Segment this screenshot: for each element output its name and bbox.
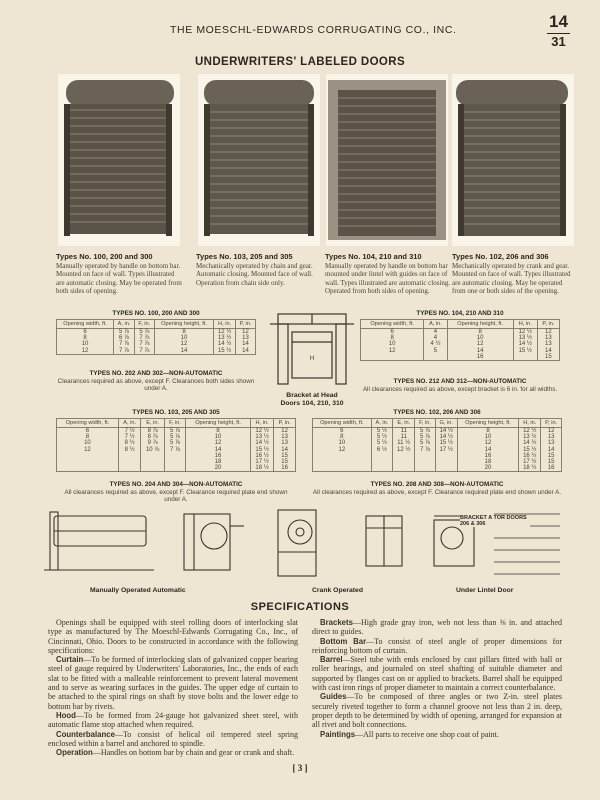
- table-cell: 13: [235, 335, 255, 341]
- spec-item: Curtain—To be formed of interlocking slats of galvanized copper bearing steel of gauge required by Underwriters' Laboratories, Inc., the ends of each slat to be fitted with a malleable reinforcement to prevent lateral movement and to serve as wearing surfaces in the guides. The upper edge of curtain to be attached to the spiral rings on shaft by stove bolts and the lower edge to bottom bar by rivets.: [48, 655, 298, 711]
- table-cell: 6 ⅞: [114, 335, 135, 341]
- table-cell: 14 ½: [513, 341, 537, 347]
- column-header: Opening width, ft.: [361, 320, 424, 329]
- column-header: P, in.: [537, 320, 559, 329]
- table-cell: 12: [57, 447, 119, 453]
- table-note-2: [360, 378, 560, 393]
- caption-text: Manually operated by handle on bottom bar mounted under lintel with guides on face of wall. Types illustrated are automatic closing. Operated from both sides of opening.: [325, 262, 451, 295]
- photo-caption-1: [56, 253, 184, 295]
- column-header: H, in.: [214, 320, 236, 329]
- table-cell: 15: [541, 453, 562, 459]
- clearance-table-3: [56, 418, 296, 472]
- table-note-3: [56, 481, 296, 504]
- table-cell: [164, 465, 185, 472]
- table-cell: 14: [457, 447, 518, 453]
- table-cell: 8: [361, 335, 424, 341]
- table-cell: [361, 354, 424, 361]
- table-cell: 15 ½: [250, 447, 273, 453]
- spec-item: Paintings—All parts to receive one shop coat of paint.: [320, 729, 499, 739]
- table-cell: 8: [57, 335, 114, 341]
- table-cell: 7 ⅞: [114, 348, 135, 355]
- table-cell: 8: [313, 434, 372, 440]
- table-cell: 7 ⅞: [164, 447, 185, 453]
- table-cell: 11: [393, 428, 415, 435]
- table-cell: 12: [447, 341, 513, 347]
- table-cell: 15 ½: [435, 440, 457, 446]
- column-header: A, in.: [114, 320, 135, 329]
- table-cell: 8: [457, 428, 518, 435]
- table-cell: 13: [537, 341, 559, 347]
- table-cell: 7 ⅞: [134, 348, 154, 355]
- spec-text: Handles on bottom bar by chain and gear or crank and shaft.: [100, 748, 295, 758]
- table-cell: 12: [186, 440, 251, 446]
- table-row: [361, 354, 560, 361]
- note-title: TYPES NO. 208 AND 308—NON-AUTOMATIC: [370, 481, 504, 488]
- door-photo-4: [452, 74, 574, 246]
- table-cell: 14 ½: [519, 440, 541, 446]
- door-photo-2: [198, 74, 320, 246]
- table-note-1: [56, 370, 256, 393]
- table-heading: TYPES NO. 100, 200 AND 300: [112, 310, 200, 317]
- table-cell: 18: [186, 459, 251, 465]
- table-heading: TYPES NO. 104, 210 AND 310: [416, 310, 504, 317]
- table-cell: 12 ½: [214, 329, 236, 336]
- table-cell: 7 ⅞: [134, 341, 154, 347]
- clearance-table-4: [312, 418, 562, 472]
- spec-term: Guides: [320, 692, 347, 702]
- table-cell: 6 ½: [371, 447, 392, 453]
- column-header: A, in.: [424, 320, 447, 329]
- table-cell: 4: [424, 329, 447, 336]
- spec-term: Brackets: [320, 618, 353, 627]
- table-cell: 12: [154, 341, 214, 347]
- spec-item: Operation—Handles on bottom bar by chain and gear or crank and shaft.: [56, 748, 295, 758]
- table-cell: 10: [57, 341, 114, 347]
- table-cell: 11: [393, 434, 415, 440]
- spec-term: Counterbalance: [56, 729, 115, 739]
- table-cell: 10: [313, 440, 372, 446]
- spec-text: To be formed from 24-gauge hot galvanized sheet steel, with automatic flame stop attached when required.: [48, 710, 298, 730]
- diagram-caption-manual: Manually Operated Automatic: [90, 587, 186, 594]
- page-number: [547, 12, 570, 49]
- table-cell: 8: [57, 434, 119, 440]
- column-header: F, in.: [134, 320, 154, 329]
- table-cell: 7 ½: [118, 428, 141, 435]
- column-header: P, in.: [541, 419, 562, 428]
- table-cell: 12 ½: [519, 428, 541, 435]
- table-cell: 14: [537, 348, 559, 354]
- column-header: A, in.: [118, 419, 141, 428]
- table-cell: 14: [186, 447, 251, 453]
- spec-term: Operation: [56, 748, 93, 758]
- spec-item: Barrel—Steel tube with ends enclosed by cast pillars fitted with ball or roller bearings, and journaled on steel shafting of suitable diameter and supported by flanges cast on or applied to brackets. Barrel shall be equipped with cast iron rings of proper diameter to maintain a correct counterbalance.: [312, 655, 562, 693]
- table-cell: 5: [424, 348, 447, 354]
- note-title: TYPES NO. 202 AND 302—NON-AUTOMATIC: [89, 370, 223, 377]
- column-header: P, in.: [235, 320, 255, 329]
- table-cell: 14: [541, 447, 562, 453]
- table-cell: 13 ½: [513, 335, 537, 341]
- table-cell: 12: [313, 447, 372, 453]
- caption-title: Types No. 104, 210 and 310: [325, 252, 422, 261]
- table-cell: 13 ½: [214, 335, 236, 341]
- table-cell: 12: [361, 348, 424, 354]
- column-header: Opening height, ft.: [457, 419, 518, 428]
- table-cell: 10: [361, 341, 424, 347]
- table-cell: 6: [57, 428, 119, 435]
- table-cell: 13 ½: [519, 434, 541, 440]
- table-cell: 20: [457, 465, 518, 472]
- photo-caption-3: [325, 253, 453, 295]
- column-header: E, in.: [393, 419, 415, 428]
- table-cell: 12 ½: [250, 428, 273, 435]
- table-cell: 13: [541, 440, 562, 446]
- spec-item: Hood—To be formed from 24-gauge hot galvanized sheet steel, with automatic flame stop attached when required.: [48, 710, 298, 730]
- diagram-caption-crank: Crank Operated: [312, 587, 363, 594]
- table-cell: 8: [186, 428, 251, 435]
- table-cell: 13 ½: [250, 434, 273, 440]
- page-number-top: 14: [547, 12, 570, 34]
- svg-text:H: H: [309, 356, 315, 362]
- specs-column-left: [48, 618, 298, 757]
- table-cell: 5 ⅞: [164, 440, 185, 446]
- table-cell: 18: [457, 459, 518, 465]
- column-header: H, in.: [250, 419, 273, 428]
- table-cell: [57, 465, 119, 472]
- spec-term: Paintings: [320, 729, 356, 739]
- column-header: G, in.: [435, 419, 457, 428]
- table-cell: 5 ⅞: [415, 440, 435, 446]
- table-cell: 17 ½: [250, 459, 273, 465]
- spec-text: To consist of steel angle of proper dimensions for reinforcing bottom of curtain.: [312, 636, 563, 655]
- table-cell: 13: [274, 440, 296, 446]
- table-cell: 15 ½: [214, 348, 236, 355]
- table-cell: 16: [274, 465, 296, 472]
- table-cell: 9 ⅞: [141, 440, 164, 446]
- photo-caption-4: [452, 253, 576, 295]
- table-cell: 10: [57, 440, 119, 446]
- table-cell: 14: [274, 447, 296, 453]
- bracket-diagram: [268, 310, 356, 390]
- note-text: All clearances required as above, except F. Clearance required plate end shown under A.: [312, 488, 562, 496]
- table-cell: [118, 465, 141, 472]
- table-cell: 16 ½: [250, 453, 273, 459]
- spec-text: To be formed of interlocking slats of galvanized copper bearing steel of gauge required by Underwriters' Laboratories, Inc., the ends of each slat to be fitted with a malleable reinforcement to prevent lateral movement and to serve as wearing surfaces in the guides. The upper edge of curtain to be attached to the spiral rings on shaft by stove bolts and the lower edge to bottom bar by rivets.: [48, 655, 298, 711]
- table-cell: 18 ½: [519, 465, 541, 472]
- column-header: H, in.: [513, 320, 537, 329]
- table-cell: 5 ½: [371, 434, 392, 440]
- table-cell: 10: [457, 434, 518, 440]
- table-cell: 7 ⅞: [134, 335, 154, 341]
- table-cell: 8 ⅞: [141, 434, 164, 440]
- table-cell: 15: [274, 453, 296, 459]
- table-cell: 16 ½: [519, 453, 541, 459]
- table-cell: 10: [154, 335, 214, 341]
- table-cell: 16: [541, 465, 562, 472]
- column-header: H, in.: [519, 419, 541, 428]
- column-header: F, in.: [415, 419, 435, 428]
- table-cell: [393, 465, 415, 472]
- specs-column-right: [312, 618, 562, 739]
- note-title: TYPES NO. 212 AND 312—NON-AUTOMATIC: [393, 378, 527, 385]
- column-header: Opening height, ft.: [154, 320, 214, 329]
- table-cell: [424, 354, 447, 361]
- table-cell: 15: [541, 459, 562, 465]
- clearance-table-1: [56, 319, 256, 355]
- note-text: Clearances required as above, except F. Clearances both sides shown under A.: [57, 377, 255, 392]
- table-cell: [313, 465, 372, 472]
- table-cell: 12: [541, 428, 562, 435]
- table-cell: 16: [457, 453, 518, 459]
- table-cell: 13: [274, 434, 296, 440]
- table-cell: 12 ½: [513, 329, 537, 336]
- table-cell: 16: [447, 354, 513, 361]
- table-cell: 5 ½: [371, 428, 392, 435]
- table-cell: 4: [424, 335, 447, 341]
- spec-term: Bottom Bar: [320, 636, 367, 646]
- specs-intro: Openings shall be equipped with steel rolling doors of interlocking slat type as manufactured by The Moeschl-Edwards Corrugating Co., Inc., of Cincinnati, Ohio. Doors to be constructed in accordance with the following specifications:: [48, 618, 298, 655]
- table-cell: 12: [537, 329, 559, 336]
- company-header: THE MOESCHL-EDWARDS CORRUGATING CO., INC.: [170, 24, 457, 36]
- door-photo-1: [58, 74, 180, 246]
- table-cell: 12: [274, 428, 296, 435]
- table-cell: 15 ½: [519, 447, 541, 453]
- table-cell: 10 ⅞: [141, 447, 164, 453]
- page-number-bottom: 31: [551, 34, 566, 49]
- table-cell: 15: [274, 459, 296, 465]
- table-cell: [435, 465, 457, 472]
- table-cell: 20: [186, 465, 251, 472]
- table-cell: 7 ⅞: [114, 341, 135, 347]
- table-cell: 10: [186, 434, 251, 440]
- table-cell: 12: [457, 440, 518, 446]
- caption-title: Types No. 103, 205 and 305: [196, 252, 293, 261]
- table-cell: 5 ⅞: [415, 434, 435, 440]
- table-row: [57, 348, 256, 355]
- table-cell: 5 ⅞: [114, 329, 135, 336]
- table-cell: 13: [541, 434, 562, 440]
- table-cell: 14: [154, 348, 214, 355]
- table-cell: 12: [235, 329, 255, 336]
- caption-title: Types No. 100, 200 and 300: [56, 252, 153, 261]
- table-cell: 10: [447, 335, 513, 341]
- table-cell: [513, 354, 537, 361]
- spec-term: Barrel: [320, 655, 343, 665]
- column-header: F, in.: [164, 419, 185, 428]
- table-cell: 7 ⅞: [415, 447, 435, 453]
- column-header: Opening width, ft.: [57, 320, 114, 329]
- table-cell: [415, 465, 435, 472]
- table-cell: 14 ½: [435, 434, 457, 440]
- column-header: Opening height, ft.: [186, 419, 251, 428]
- bracket-caption-line-2: Doors 104, 210, 310: [280, 400, 344, 407]
- table-cell: 14: [447, 348, 513, 354]
- photo-caption-2: [196, 253, 324, 287]
- table-cell: 16: [186, 453, 251, 459]
- table-cell: 8: [447, 329, 513, 336]
- table-cell: 8 ½: [118, 440, 141, 446]
- table-cell: 13: [537, 335, 559, 341]
- spec-text: To consist of helical oil tempered steel spring enclosed within a barrel and anchored to spindle.: [48, 729, 298, 748]
- table-cell: 14 ½: [435, 428, 457, 435]
- note-text: All clearances required as above, except bracket is 6 in. for all widths.: [362, 385, 558, 393]
- spec-text: High grade gray iron, web not less than ⅜ in. and attached direct to guides.: [312, 618, 562, 637]
- table-heading: TYPES NO. 103, 205 AND 305: [132, 409, 220, 416]
- table-cell: 6: [57, 329, 114, 336]
- specifications-title: SPECIFICATIONS: [250, 601, 350, 613]
- table-cell: 8 ⅞: [141, 428, 164, 435]
- table-cell: 14 ½: [214, 341, 236, 347]
- door-photo-3: [326, 74, 448, 246]
- table-cell: [141, 465, 164, 472]
- clearance-table-2: [360, 319, 560, 361]
- note-text: All clearances required as above, except F. Clearance required plate end shown under A.: [64, 488, 288, 503]
- table-cell: 5 ⅞: [415, 428, 435, 435]
- table-cell: 6: [361, 329, 424, 336]
- bracket-caption: [268, 392, 356, 408]
- spec-item: Bottom Bar—To consist of steel angle of proper dimensions for reinforcing bottom of curtain.: [312, 636, 563, 655]
- spec-text: All parts to receive one shop coat of paint.: [363, 729, 499, 739]
- column-header: P, in.: [274, 419, 296, 428]
- note-title: TYPES NO. 204 AND 304—NON-AUTOMATIC: [109, 481, 243, 488]
- table-cell: 5 ⅞: [134, 329, 154, 336]
- table-heading: TYPES NO. 102, 206 AND 306: [393, 409, 481, 416]
- table-cell: 12: [57, 348, 114, 355]
- table-cell: 4 ½: [424, 341, 447, 347]
- column-header: E, in.: [141, 419, 164, 428]
- table-cell: 15: [537, 354, 559, 361]
- spec-item: Counterbalance—To consist of helical oil tempered steel spring enclosed within a barrel and anchored to spindle.: [48, 729, 298, 748]
- spec-text: Steel tube with ends enclosed by cast pillars fitted with ball or roller bearings, and journaled on steel shafting of suitable diameter and supported by flanges cast on or applied to brackets. Barrel shall be equipped with cast iron rings of proper diameter to maintain a correct counterbalance.: [312, 655, 562, 693]
- page-title: UNDERWRITERS' LABELED DOORS: [194, 56, 406, 68]
- table-cell: 5 ½: [371, 440, 392, 446]
- spec-item: Guides—To be composed of three angles or two Z-in. steel plates securely riveted together to form a channel groove not less than 2 in. deep, proper depth to be determined by width of opening, arranged for expansion at all rivet and bolt connections.: [312, 692, 562, 730]
- table-cell: 11 ½: [393, 440, 415, 446]
- caption-text: Manually operated by handle on bottom bar. Mounted on face of wall. Types illustrated are automatic closing. May be operated from both sides of opening.: [56, 262, 182, 295]
- table-row: [57, 465, 296, 472]
- table-cell: 14: [235, 341, 255, 347]
- page-footer: [ 3 ]: [292, 763, 308, 773]
- caption-text: Mechanically operated by chain and gear. Automatic closing. Mounted face of wall. Operation from chain side only.: [196, 262, 313, 287]
- diagram-caption-lintel: Under Lintel Door: [456, 587, 514, 594]
- table-cell: 12 ½: [393, 447, 415, 453]
- table-cell: 5 ⅞: [164, 428, 185, 435]
- table-cell: [371, 465, 392, 472]
- table-cell: 18 ½: [250, 465, 273, 472]
- spec-text: To be composed of three angles or two Z-in. steel plates securely riveted together to form a channel groove not less than 2 in. deep, proper depth to be determined by width of opening, arranged for expansion at all rivet and bolt connections.: [312, 692, 562, 730]
- table-cell: 7 ½: [118, 434, 141, 440]
- table-cell: 17 ½: [435, 447, 457, 453]
- table-cell: 17 ½: [519, 459, 541, 465]
- column-header: Opening width, ft.: [313, 419, 372, 428]
- column-header: Opening width, ft.: [57, 419, 119, 428]
- spec-term: Curtain: [56, 655, 84, 665]
- table-cell: 8: [154, 329, 214, 336]
- bracket-caption-line-1: Bracket at Head: [286, 392, 338, 399]
- column-header: Opening height, ft.: [447, 320, 513, 329]
- table-cell: 14 ½: [250, 440, 273, 446]
- table-cell: 8 ½: [118, 447, 141, 453]
- bracket-note: BRACKET A TOR DOORS 206 & 306: [460, 515, 530, 527]
- caption-text: Mechanically operated by crank and gear. Mounted on face of wall. Types illustrated are automatic closing. May be operated from one or both sides of the opening.: [452, 262, 571, 295]
- table-cell: 14: [235, 348, 255, 355]
- table-cell: 6: [313, 428, 372, 435]
- table-cell: 15 ½: [513, 348, 537, 354]
- spec-item: Brackets—High grade gray iron, web not less than ⅜ in. and attached direct to guides.: [312, 618, 562, 637]
- caption-title: Types No. 102, 206 and 306: [452, 252, 549, 261]
- table-note-4: [312, 481, 562, 496]
- table-cell: 5 ⅞: [164, 434, 185, 440]
- column-header: A, in.: [371, 419, 392, 428]
- table-row: [313, 465, 562, 472]
- spec-term: Hood: [56, 710, 76, 720]
